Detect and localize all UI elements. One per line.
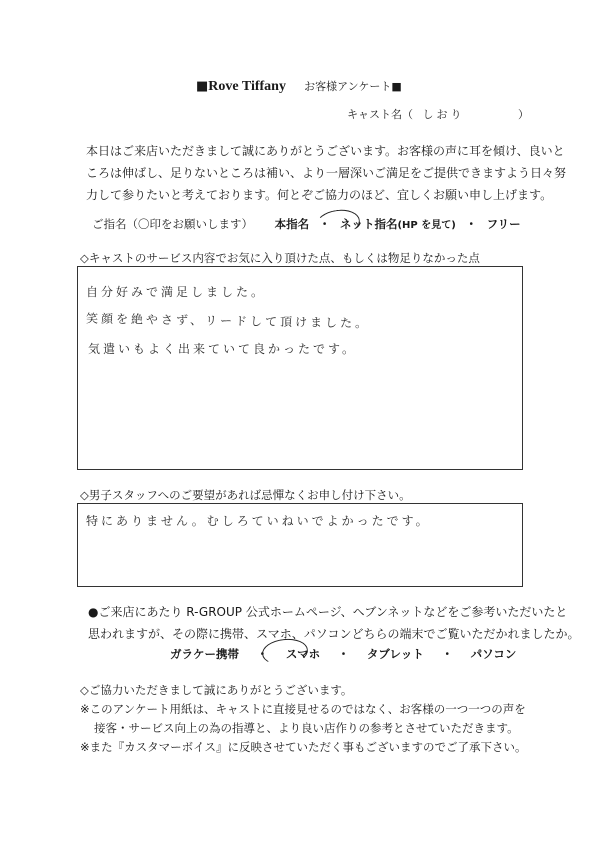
nomination-row [92,215,521,235]
nomination-option-free: フリー [486,217,521,231]
question-cast-service: ◇キャストのサービス内容でお気に入り頂けた点、もしくは物足りなかった点 [80,251,480,265]
nomination-separator: ・ [318,217,331,231]
device-separator: ・ [441,647,453,661]
device-option-feature-phone: ガラケー携帯 [170,647,239,661]
nomination-label: ご指名（〇印をお願いします） [92,217,253,231]
intro-line-1: 本日はご来店いただきまして誠にありがとうございます。お客様の声に耳を傾け、良いと [86,144,565,158]
device-option-tablet: タブレット [366,647,424,661]
device-question-line-2: 思われますが、その際に携帯、スマホ、パソコンどちらの端末でご覧いただかれましたか。 [88,627,580,641]
device-separator: ・ [256,647,269,661]
handwritten-answer-line: 笑顔を絶やさず、リードして頂けました。 [85,311,371,331]
brand-name: Rove Tiffany [208,79,286,94]
survey-title: お客様アンケート■ [304,80,402,93]
handwritten-answer-line: 自分好みで満足しました。 [86,285,267,299]
device-question-line-1: ●ご来店にあたり R-GROUP 公式ホームページ、ヘブンネットなどをご参考いただいたと [88,605,568,619]
footer-thanks: ◇ご協力いただきまして誠にありがとうございます。 [80,683,353,697]
footer-note-1: ※このアンケート用紙は、キャストに直接見せるのではなく、お客様の一つ一つの声を [80,702,526,716]
intro-line-2: ころは伸ばし、足りないところは補い、より一層深いご満足をご提供できますよう日々努 [86,166,567,180]
header-square: ■ [196,79,209,94]
footer-note-3: ※また『カスタマーボイス』に反映させていただく事もございますのでご了承下さい。 [80,740,527,754]
cast-close: ） [518,108,529,121]
device-option-pc: パソコン [470,647,517,661]
device-separator: ・ [337,647,350,661]
nomination-option-net-note: (HP を見て) [397,220,456,231]
cast-name-handwritten: しおり [422,108,465,121]
cast-label: キャスト名（ [347,108,413,121]
handwritten-answer-line: 気遣いもよく出来ていて良かったです。 [88,342,358,356]
nomination-option-net: ネット指名 [339,217,398,231]
footer-note-2: 接客・サービス向上の為の指導と、より良い店作りの参考とさせていただきます。 [94,721,519,735]
device-option-smartphone: スマホ [285,647,321,661]
handwritten-answer-line: 特にありません。むしろていねいでよかったです。 [86,514,431,528]
cast-name-field [347,106,529,124]
nomination-separator: ・ [465,217,477,231]
nomination-option-main: 本指名 [274,217,310,231]
survey-header [196,78,402,96]
device-options-row [170,645,516,663]
question-male-staff: ◇男子スタッフへのご要望があれば忌憚なくお申し付け下さい。 [80,488,411,502]
intro-line-3: 力して参りたいと考えております。何とぞご協力のほど、宜しくお願い申し上げます。 [86,188,553,202]
